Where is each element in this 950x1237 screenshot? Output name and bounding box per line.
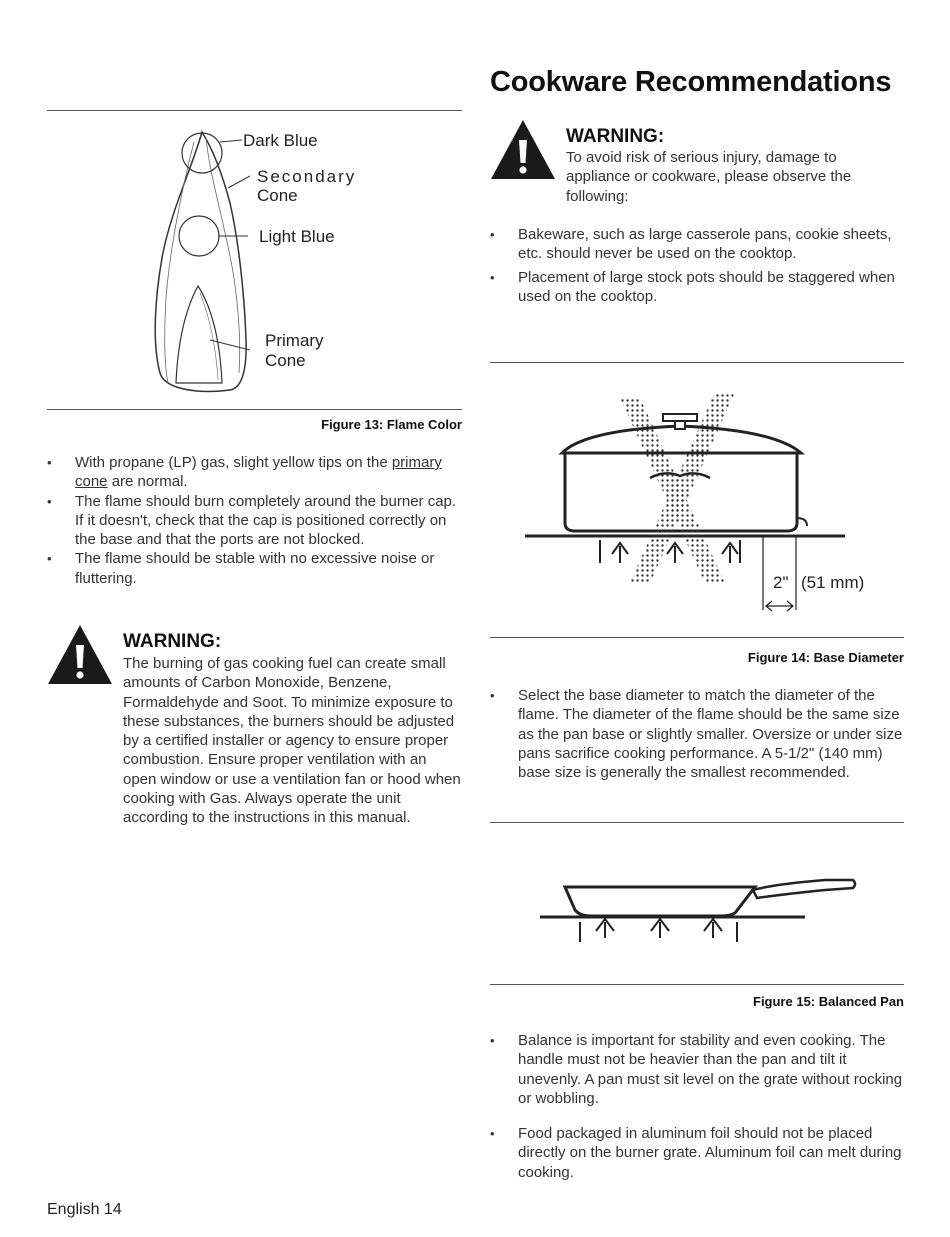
warning-icon xyxy=(490,118,556,180)
cookware-bullets-top xyxy=(490,225,905,306)
warning-text-left: The burning of gas cooking fuel can create small amounts of Carbon Monoxide, Benzene, Formaldehyde and Soot. To minimize exposure to these substances, the burners should be adjusted by a certified installer or agency to ensure proper combustion. Ensure proper ventilation with an open window or use a ventilation fan or hood when cooking with Gas. Always operate the unit according to the instructions in this manual. xyxy=(123,655,461,827)
list-item: • The flame should burn completely around the burner cap. If it doesn't, check that the cap is positioned correctly on the base and that the ports are not blocked. xyxy=(47,492,467,550)
divider xyxy=(490,984,904,985)
balanced-pan-diagram xyxy=(535,870,865,950)
flame-bullets xyxy=(47,453,467,588)
list-item: • Bakeware, such as large casserole pans, cookie sheets, etc. should never be used on the cooktop. xyxy=(490,225,905,264)
bullet-text: are normal. xyxy=(107,473,188,491)
list-item: • Placement of large stock pots should be staggered when used on the cooktop. xyxy=(490,268,905,307)
divider xyxy=(47,409,462,410)
list-item xyxy=(47,453,467,492)
list-item: • Food packaged in aluminum foil should not be placed directly on the burner grate. Aluminum foil can melt during cooking. xyxy=(490,1124,905,1182)
figure-15-caption: Figure 15: Balanced Pan xyxy=(753,994,904,1009)
label-light-blue: Light Blue xyxy=(259,227,335,246)
list-item: • The flame should be stable with no excessive noise or fluttering. xyxy=(47,549,467,588)
flame-diagram xyxy=(140,118,250,398)
warning-icon xyxy=(47,623,113,685)
label-secondary: Secondary xyxy=(257,167,357,186)
warning-text-right: To avoid risk of serious injury, damage to appliance or cookware, please observe the following: xyxy=(566,149,852,205)
label-primary: Primary xyxy=(265,331,324,350)
label-secondary-cone: Cone xyxy=(257,186,298,205)
cookware-bullets-bottom xyxy=(490,1031,905,1182)
primary-cone-link-a: primary xyxy=(391,454,442,471)
figure-14-caption: Figure 14: Base Diameter xyxy=(747,650,904,665)
warning-heading-right: WARNING: xyxy=(566,126,665,147)
cookware-bullets-mid xyxy=(490,686,905,782)
label-2-inch: 2" xyxy=(773,573,789,592)
divider xyxy=(490,362,904,363)
list-item: • Balance is important for stability and even cooking. The handle must not be heavier than the pan and tilt it unevenly. A pan must sit level on the grate without rocking or wobbling. xyxy=(490,1031,905,1108)
primary-cone-link-b: cone xyxy=(75,473,108,491)
list-item: • Select the base diameter to match the diameter of the flame. The diameter of the flame should be the same size as the pan base or slightly smaller. Oversize or under size pans sacrifice cooking performance. A 5-1/2" (140 mm) base size is generally the smallest recommended. xyxy=(490,686,905,782)
divider xyxy=(490,822,904,823)
figure-13-caption: Figure 13: Flame Color xyxy=(321,417,462,432)
page-title: Cookware Recommendations xyxy=(490,66,892,98)
label-primary-cone: Cone xyxy=(265,351,306,370)
divider xyxy=(47,110,462,111)
bullet-text: With propane (LP) gas, slight yellow tips on the xyxy=(75,454,392,471)
divider xyxy=(490,637,904,638)
label-dark-blue: Dark Blue xyxy=(243,131,318,150)
label-51-mm: (51 mm) xyxy=(801,573,865,592)
page-footer: English 14 xyxy=(47,1201,122,1218)
warning-heading-left: WARNING: xyxy=(123,631,222,652)
